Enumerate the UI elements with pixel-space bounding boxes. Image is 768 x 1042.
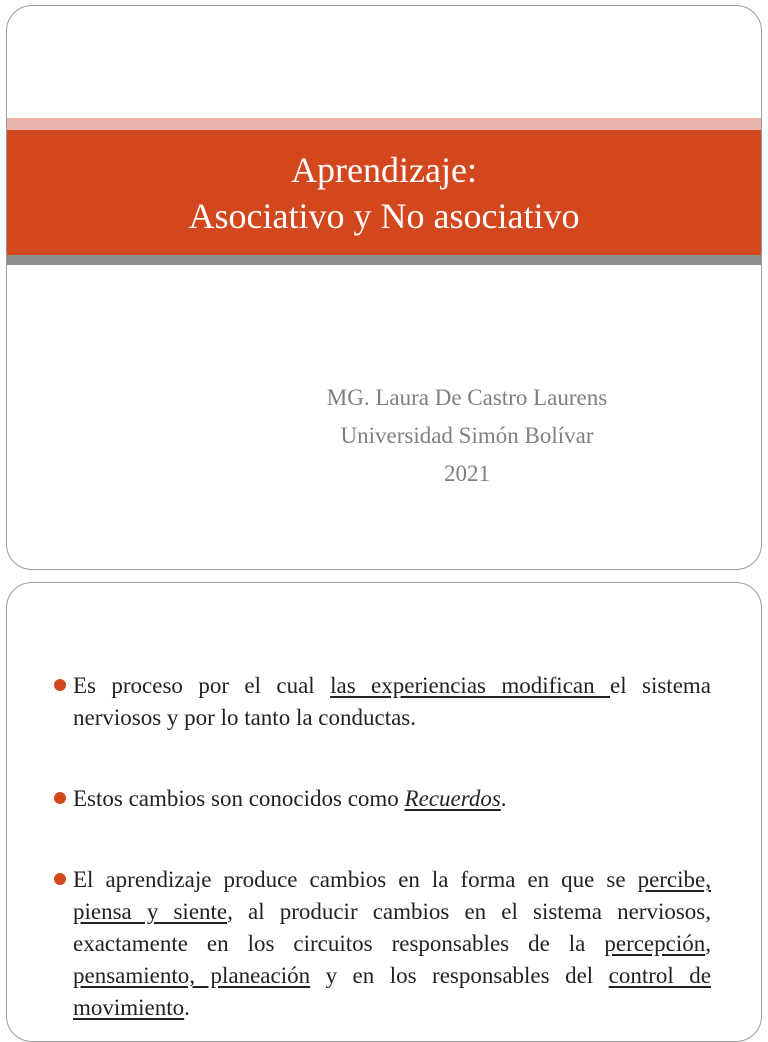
emphasized-term: Recuerdos (404, 786, 501, 811)
bullet-item-1 (51, 670, 711, 734)
bullet-dot-icon (54, 873, 66, 885)
bullet-dot-icon (54, 679, 66, 691)
bullet-text: . (500, 786, 507, 811)
bullet-item-3 (51, 864, 711, 1024)
underlined-phrase: percibe, piensa y siente (73, 867, 711, 924)
underlined-phrase: percepción (604, 931, 706, 956)
title-slide (6, 5, 762, 570)
title-band (7, 130, 761, 255)
slide-subtitle (257, 379, 677, 493)
bullet-list (51, 670, 711, 1042)
bullet-text: y en los responsables del (310, 963, 609, 988)
bullet-text: , (705, 931, 711, 956)
bullet-text: el sistema nerviosos y por lo tanto la conductas. (73, 673, 712, 730)
bullet-item-2 (51, 783, 711, 815)
slide-title-line1: Aprendizaje: (291, 149, 477, 190)
slide-title-line2: Asociativo y No asociativo (188, 195, 580, 236)
institution-name: Universidad Simón Bolívar (340, 423, 594, 448)
title-band-bottom (7, 255, 761, 265)
content-slide (6, 582, 762, 1042)
bullet-dot-icon (54, 792, 66, 804)
bullet-text: , al producir cambios en el sistema nerviosos, exactamente en los circuitos responsables de la (73, 899, 711, 956)
underlined-phrase: pensamiento, planeación (73, 963, 311, 988)
bullet-text: Es proceso por el cual (73, 673, 331, 698)
underlined-phrase: control de movimiento (73, 963, 711, 1020)
title-band-top (7, 118, 761, 130)
author-name: MG. Laura De Castro Laurens (326, 385, 608, 410)
bullet-text: Estos cambios son conocidos como (73, 786, 405, 811)
bullet-text: . (184, 995, 190, 1020)
bullet-text: El aprendizaje produce cambios en la forma en que se (73, 867, 638, 892)
presentation-year: 2021 (444, 461, 490, 486)
underlined-phrase: las experiencias modifican (330, 673, 611, 698)
